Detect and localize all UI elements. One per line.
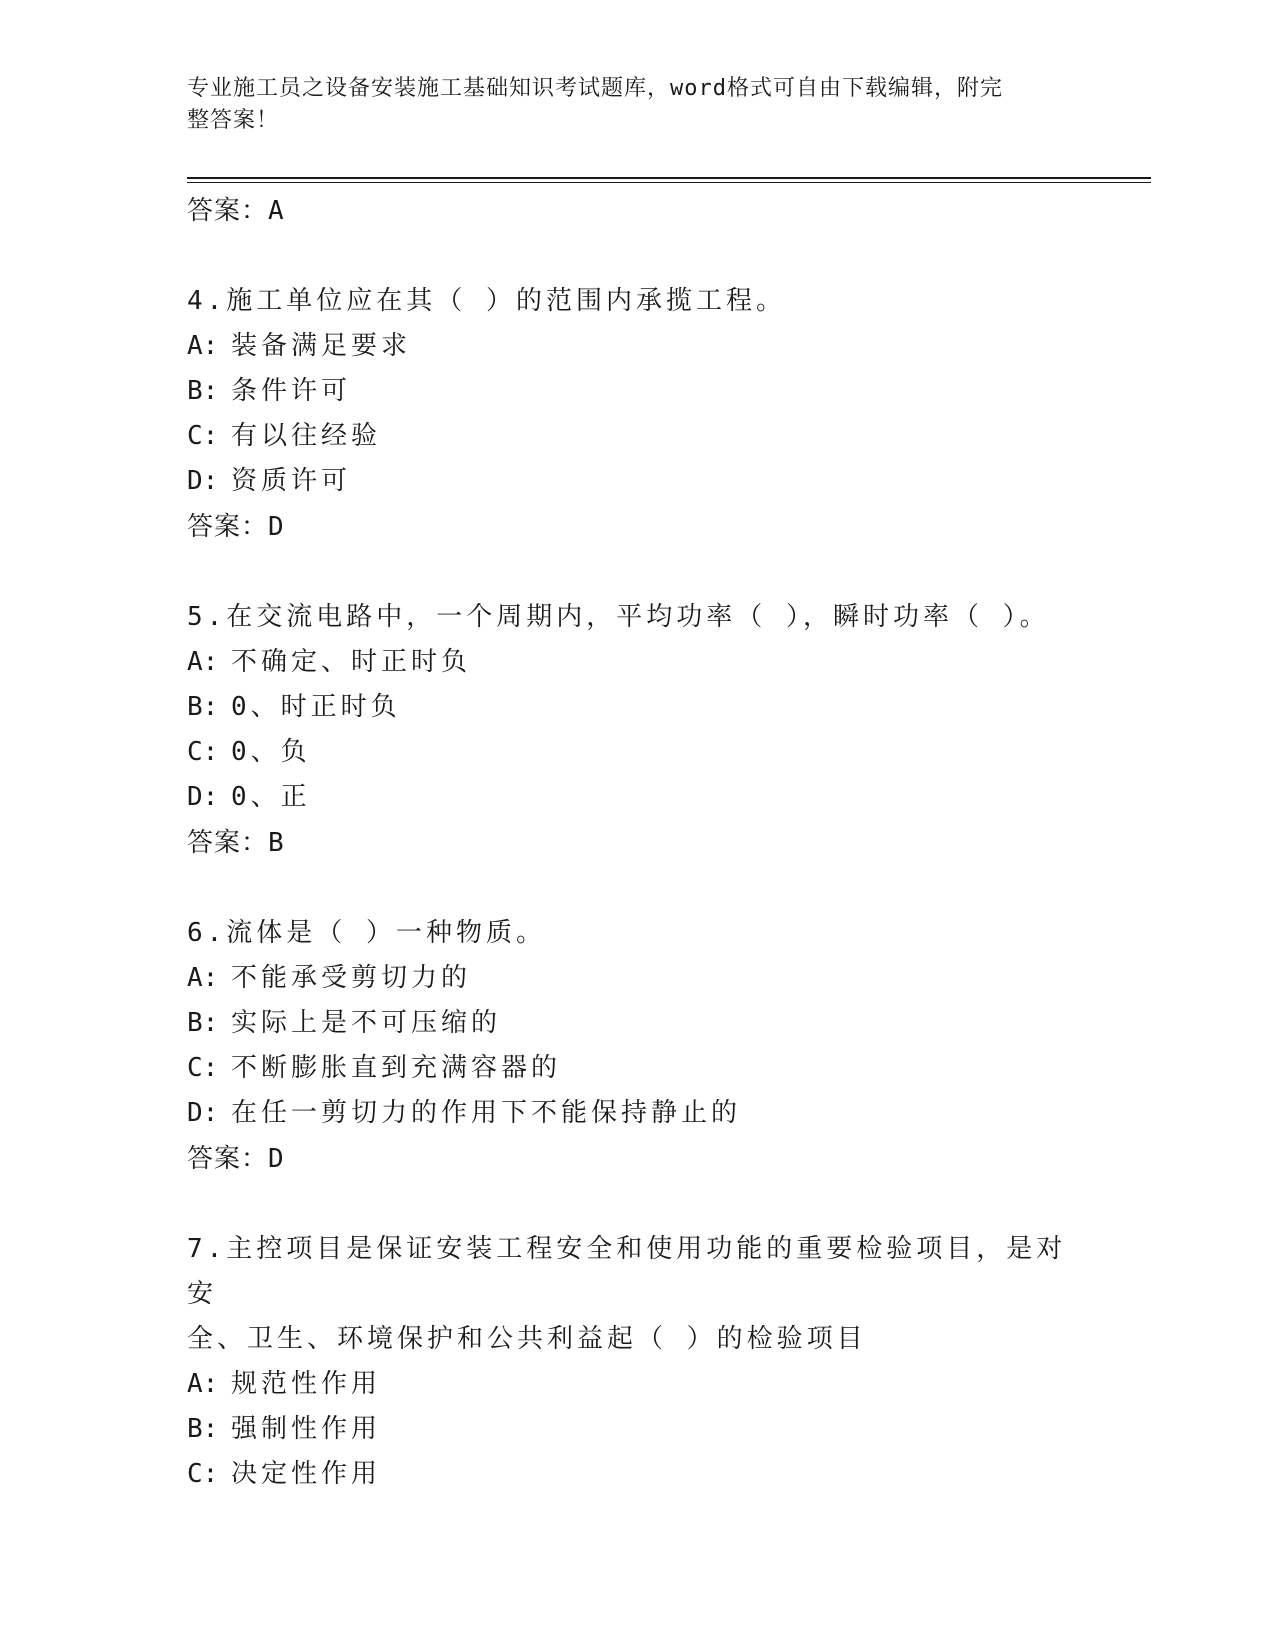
option-text: 不断膨胀直到充满容器的 — [231, 1053, 562, 1083]
question-list — [187, 188, 1087, 1497]
option-b — [187, 1407, 1087, 1452]
header-line-2: 整答案！ — [187, 108, 280, 133]
option-a — [187, 640, 1087, 685]
option-key: A: — [187, 963, 219, 993]
option-d — [187, 775, 1087, 820]
option-a — [187, 324, 1087, 369]
option-key: B: — [187, 1414, 219, 1444]
option-text: 不能承受剪切力的 — [231, 963, 472, 993]
option-key: D: — [187, 782, 219, 812]
option-text: 装备满足要求 — [231, 331, 412, 361]
spacer — [187, 550, 1087, 595]
option-b — [187, 1001, 1087, 1046]
answer-label: 答案： — [187, 512, 269, 542]
question-stem: 5.在交流电路中，一个周期内，平均功率（ ），瞬时功率（ ）。 — [187, 602, 1050, 632]
header-line-1: 专业施工员之设备安装施工基础知识考试题库，word格式可自由下载编辑，附完 — [187, 76, 1003, 101]
option-key: A: — [187, 1369, 219, 1399]
question-stem: 6.流体是（ ）一种物质。 — [187, 918, 546, 948]
answer-label: 答案： — [187, 1144, 269, 1174]
option-text: 条件许可 — [231, 376, 352, 406]
answer-value: A — [268, 196, 285, 226]
option-c — [187, 730, 1087, 775]
option-text: 实际上是不可压缩的 — [231, 1008, 502, 1038]
answer-value: B — [268, 828, 285, 858]
option-b — [187, 685, 1087, 730]
question-stem: 4.施工单位应在其（ ）的范围内承揽工程。 — [187, 286, 786, 316]
option-text: 资质许可 — [231, 466, 352, 496]
spacer — [187, 866, 1087, 911]
answer-line — [187, 1136, 1087, 1182]
option-c — [187, 414, 1087, 459]
answer-label: 答案： — [187, 196, 269, 226]
option-d — [187, 459, 1087, 504]
question-item — [187, 595, 1087, 866]
option-key: C: — [187, 421, 219, 451]
option-c — [187, 1046, 1087, 1091]
option-key: B: — [187, 376, 219, 406]
option-text: 决定性作用 — [231, 1459, 382, 1489]
question-item — [187, 1227, 1087, 1497]
option-key: C: — [187, 1053, 219, 1083]
answer-line — [187, 820, 1087, 866]
option-key: C: — [187, 1459, 219, 1489]
option-text: 有以往经验 — [231, 421, 382, 451]
option-text: 强制性作用 — [231, 1414, 382, 1444]
option-text: 在任一剪切力的作用下不能保持静止的 — [231, 1098, 742, 1128]
document-header — [187, 73, 1067, 137]
option-text: 0、负 — [231, 737, 311, 767]
question-stem-line-2: 全、卫生、环境保护和公共利益起（ ）的检验项目 — [187, 1324, 867, 1354]
option-c — [187, 1452, 1087, 1497]
spacer — [187, 1182, 1087, 1227]
option-key: D: — [187, 466, 219, 496]
option-d — [187, 1091, 1087, 1136]
spacer — [187, 234, 1087, 279]
option-key: B: — [187, 692, 219, 722]
header-rule-thin — [187, 182, 1151, 183]
option-text: 不确定、时正时负 — [231, 647, 472, 677]
answer-value: D — [268, 1144, 285, 1174]
option-text: 规范性作用 — [231, 1369, 382, 1399]
option-a — [187, 1362, 1087, 1407]
answer-line — [187, 504, 1087, 550]
answer-label: 答案： — [187, 828, 269, 858]
answer-value: D — [268, 512, 285, 542]
option-key: D: — [187, 1098, 219, 1128]
question-item — [187, 911, 1087, 1182]
option-a — [187, 956, 1087, 1001]
question-stem-line-1: 7.主控项目是保证安装工程安全和使用功能的重要检验项目，是对安 — [187, 1234, 1067, 1309]
question-item — [187, 279, 1087, 550]
answer-line — [187, 188, 1087, 234]
option-key: A: — [187, 647, 219, 677]
option-key: B: — [187, 1008, 219, 1038]
option-text: 0、正 — [231, 782, 311, 812]
option-b — [187, 369, 1087, 414]
option-key: C: — [187, 737, 219, 767]
option-key: A: — [187, 331, 219, 361]
header-rule-thick — [187, 177, 1151, 179]
option-text: 0、时正时负 — [231, 692, 401, 722]
